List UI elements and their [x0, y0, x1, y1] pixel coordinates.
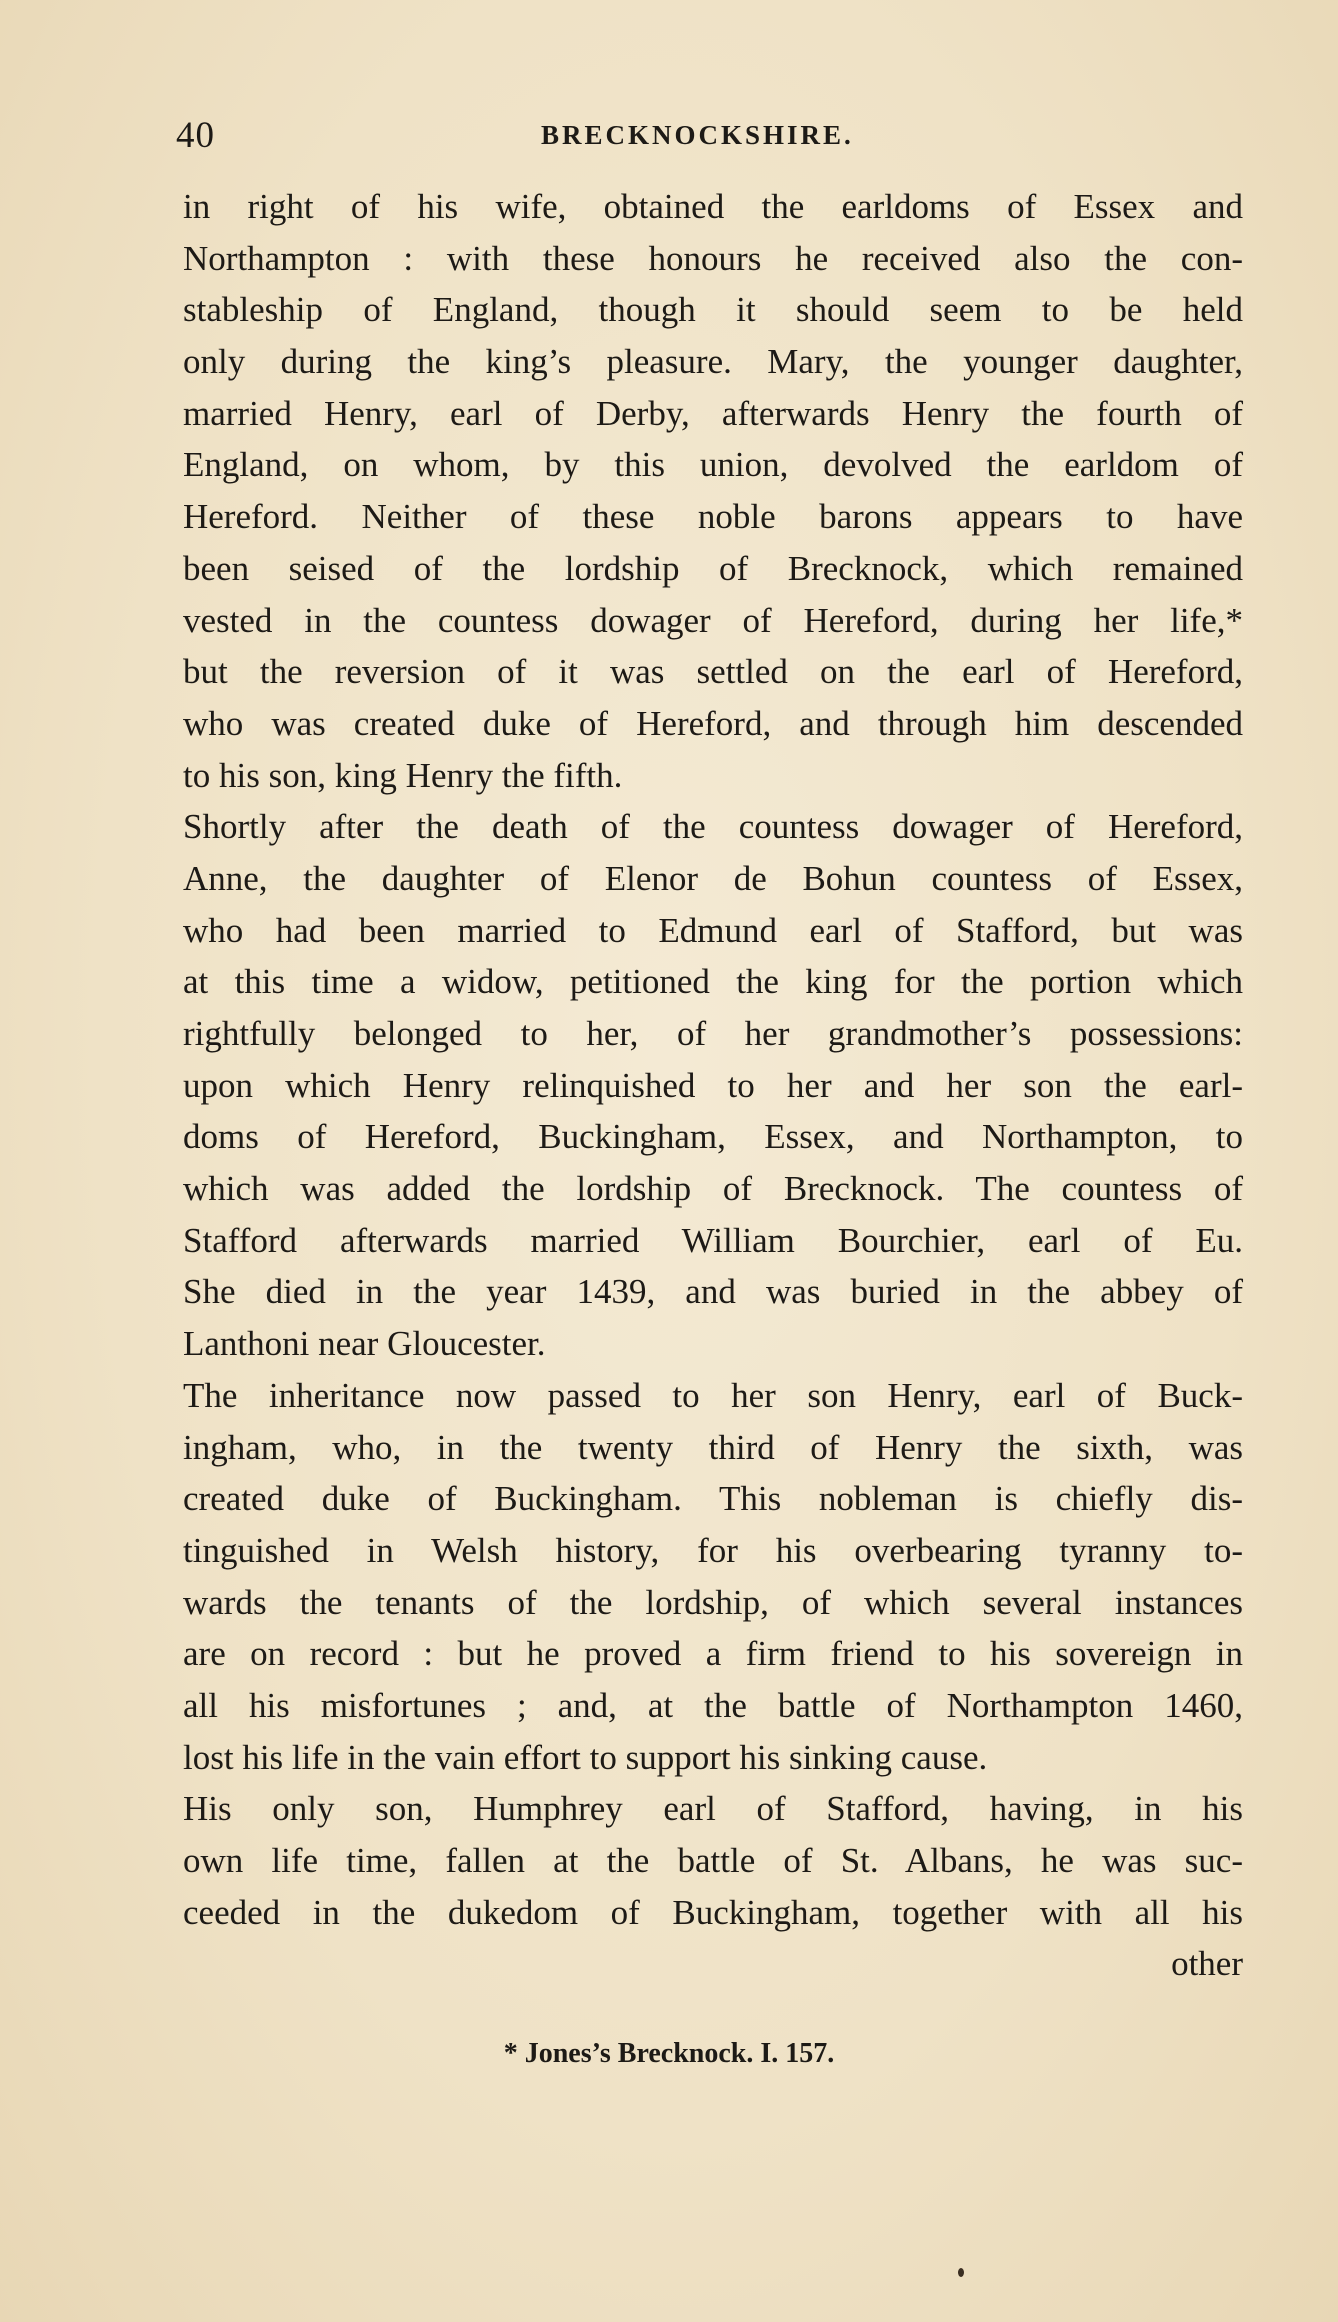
text-line: Anne, the daughter of Elenor de Bohun countess of Essex, [183, 858, 1243, 898]
text-line: doms of Hereford, Buckingham, Essex, and Northampton, to [183, 1117, 1243, 1157]
text-line: married Henry, earl of Derby, afterwards Henry the fourth of [183, 393, 1243, 433]
text-line: upon which Henry relinquished to her and her son the earl- [183, 1065, 1243, 1105]
text-line: His only son, Humphrey earl of Stafford, having, in his [183, 1789, 1243, 1829]
catchword: other [1171, 1944, 1243, 1984]
text-line: been seised of the lordship of Brecknock, which remained [183, 548, 1243, 588]
text-line: Hereford. Neither of these noble barons appears to have [183, 497, 1243, 537]
page-header [176, 114, 1236, 162]
text-line: who had been married to Edmund earl of Stafford, but was [183, 910, 1243, 950]
ink-speck [958, 2268, 964, 2277]
text-line: Lanthoni near Gloucester. [183, 1324, 546, 1364]
text-line: vested in the countess dowager of Hereford, during her life,* [183, 600, 1243, 640]
text-line: but the reversion of it was settled on the earl of Hereford, [183, 652, 1243, 692]
text-line: Stafford afterwards married William Bourchier, earl of Eu. [183, 1220, 1243, 1260]
body-text [183, 181, 1243, 1990]
text-line: ceeded in the dukedom of Buckingham, together with all his [183, 1892, 1243, 1932]
text-line: tinguished in Welsh history, for his overbearing tyranny to- [183, 1530, 1243, 1570]
text-line: ingham, who, in the twenty third of Henry the sixth, was [183, 1427, 1243, 1467]
text-line: only during the king’s pleasure. Mary, the younger daughter, [183, 342, 1243, 382]
text-line: created duke of Buckingham. This nobleman is chiefly dis- [183, 1479, 1243, 1519]
text-line: She died in the year 1439, and was buried in the abbey of [183, 1272, 1243, 1312]
text-line: Northampton : with these honours he received also the con- [183, 238, 1243, 278]
text-line: to his son, king Henry the fifth. [183, 755, 623, 795]
text-line: Shortly after the death of the countess dowager of Hereford, [183, 807, 1243, 847]
text-line: stableship of England, though it should seem to be held [183, 290, 1243, 330]
text-line: which was added the lordship of Brecknock. The countess of [183, 1169, 1243, 1209]
text-line: rightfully belonged to her, of her grandmother’s possessions: [183, 1014, 1243, 1053]
footnote: * Jones’s Brecknock. I. 157. [503, 2038, 835, 2069]
page-number: 40 [176, 115, 215, 156]
running-title: BRECKNOCKSHIRE. [541, 120, 854, 150]
text-line: are on record : but he proved a firm friend to his sovereign in [183, 1634, 1243, 1674]
text-line: The inheritance now passed to her son Henry, earl of Buck- [183, 1375, 1243, 1415]
text-line: all his misfortunes ; and, at the battle of Northampton 1460, [183, 1685, 1243, 1725]
text-line: at this time a widow, petitioned the king for the portion which [183, 962, 1243, 1002]
text-line: in right of his wife, obtained the earldoms of Essex and [183, 187, 1243, 226]
text-line: own life time, fallen at the battle of St. Albans, he was suc- [183, 1841, 1243, 1880]
text-line: lost his life in the vain effort to support his sinking cause. [183, 1737, 988, 1777]
text-line: who was created duke of Hereford, and through him descended [183, 703, 1243, 743]
text-line: England, on whom, by this union, devolved the earldom of [183, 445, 1243, 485]
text-line: wards the tenants of the lordship, of which several instances [183, 1582, 1243, 1622]
